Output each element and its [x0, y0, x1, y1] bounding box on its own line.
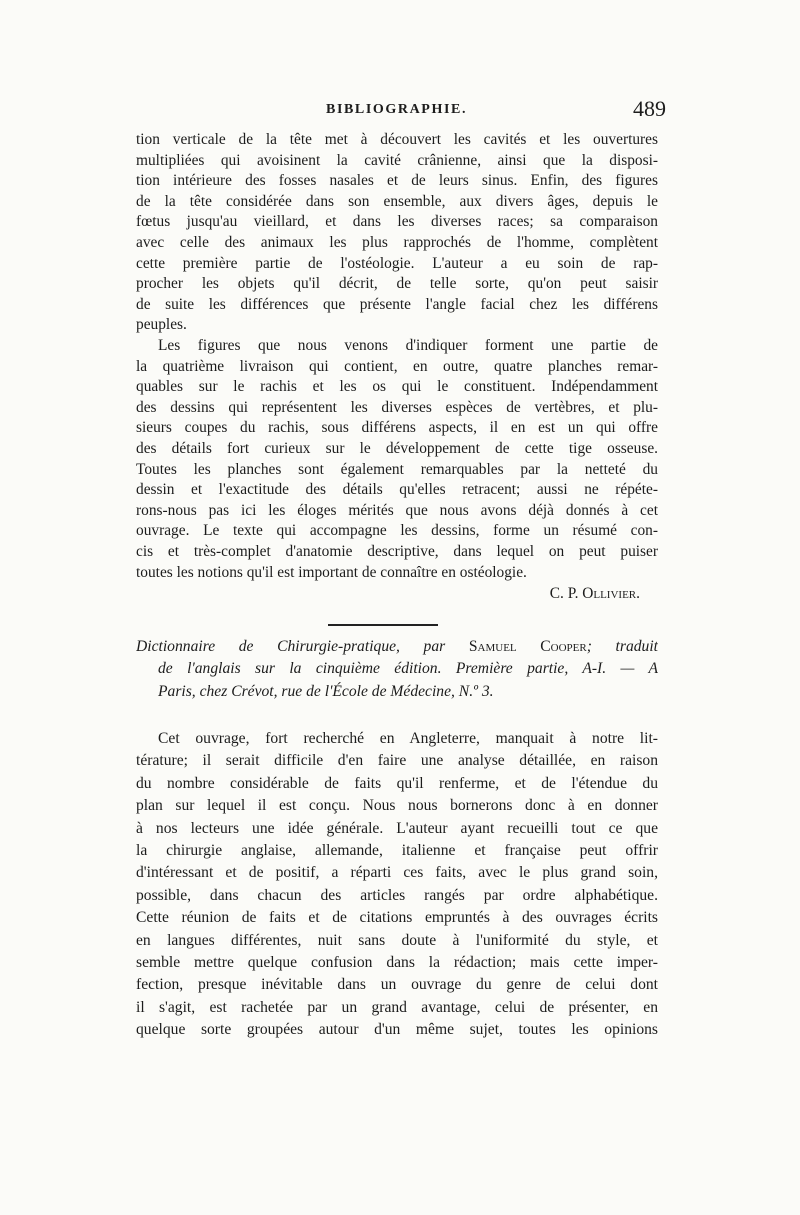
book-title-line: [136, 636, 658, 658]
text-line: fœtus jusqu'au vieillard, et dans les diverses races; sa comparaison: [136, 213, 658, 231]
text-line: avec celle des animaux les plus rapprochés de l'homme, complètent: [136, 233, 658, 251]
book-author: Samuel Cooper: [468, 638, 587, 655]
text-line: la quatrième livraison qui contient, en outre, quatre planches remar-: [136, 357, 658, 375]
text-line: quelque sorte groupées autour d'un même sujet, toutes les opinions: [136, 1021, 658, 1039]
text-line: rons-nous pas ici les éloges mérités que nous avons déjà donnés à cet: [136, 501, 658, 519]
text-line: quables sur le rachis et les os qui le constituent. Indépendamment: [136, 378, 658, 396]
text-line: semble mettre quelque confusion dans la rédaction; mais cette imper-: [136, 953, 658, 971]
section-divider: [328, 624, 438, 626]
text-line: plan sur lequel il est conçu. Nous nous bornerons donc à en donner: [136, 797, 658, 815]
text-line: de la tête considérée dans son ensemble, aux divers âges, depuis le: [136, 192, 658, 210]
first-paragraph: [136, 130, 658, 336]
text-line: possible, dans chacun des articles rangés par ordre alphabétique.: [136, 886, 658, 904]
text-line: Cette réunion de faits et de citations empruntés à des ouvrages écrits: [136, 909, 658, 927]
text-line: la chirurgie anglaise, allemande, italienne et française peut offrir: [136, 841, 658, 859]
second-paragraph: [136, 336, 658, 605]
text-line: multipliées qui avoisinent la cavité crânienne, ainsi que la disposi-: [136, 151, 658, 169]
text-line: d'intéressant et de positif, a réparti ces faits, avec le plus grand soin,: [136, 864, 658, 882]
running-head: BIBLIOGRAPHIE.: [326, 102, 468, 117]
text-line: Cet ouvrage, fort recherché en Angleterre, manquait à notre lit-: [158, 730, 658, 747]
text-line: tion intérieure des fosses nasales et de leurs sinus. Enfin, des figures: [136, 172, 658, 190]
book-title-suffix: ; traduit: [586, 638, 658, 655]
page-number: 489: [633, 96, 666, 121]
text-line: il s'agit, est rachetée par un grand avantage, celui de présenter, en: [136, 998, 658, 1016]
text-line: de suite les différences que présente l'angle facial chez les différens: [136, 295, 658, 313]
text-line: des détails fort curieux sur le développement de cette tige osseuse.: [136, 439, 658, 457]
text-line: dessin et l'exactitude des détails qu'elles retracent; aussi ne répéte-: [136, 481, 658, 499]
author-signature: C. P. Ollivier.: [549, 585, 640, 603]
text-line: Toutes les planches sont également remarquables par la netteté du: [136, 460, 658, 478]
book-title-block: [136, 636, 658, 703]
text-line: des dessins qui représentent les diverses espèces de vertèbres, et plu-: [136, 398, 658, 416]
text-line: térature; il serait difficile d'en faire une analyse détaillée, en raison: [136, 752, 658, 770]
review-paragraph: [136, 728, 658, 1041]
text-line: cette première partie de l'ostéologie. L'auteur a eu soin de rap-: [136, 254, 658, 272]
text-line: en langues différentes, nuit sans doute à l'uniformité du style, et: [136, 931, 658, 949]
text-line: peuples.: [136, 316, 187, 334]
text-line: tion verticale de la tête met à découvert les cavités et les ouvertures: [136, 131, 658, 148]
text-line: procher les objets qu'il décrit, de telle sorte, qu'on peut saisir: [136, 275, 658, 293]
page-header: [136, 96, 666, 126]
text-line: toutes les notions qu'il est important de connaître en ostéologie.: [136, 563, 527, 581]
text-line: ouvrage. Le texte qui accompagne les dessins, forme un résumé con-: [136, 522, 658, 540]
book-title: Dictionnaire de Chirurgie-pratique, par: [136, 638, 446, 655]
book-edition-line: de l'anglais sur la cinquième édition. Première partie, A-I. — A: [158, 660, 658, 678]
text-line: Les figures que nous venons d'indiquer forment une partie de: [158, 337, 658, 354]
text-line: fection, presque inévitable dans un ouvrage du genre de celui dont: [136, 976, 658, 994]
text-line: sieurs coupes du rachis, sous différens aspects, il en est un qui offre: [136, 419, 658, 437]
text-line: cis et très-complet d'anatomie descriptive, dans lequel on peut puiser: [136, 542, 658, 560]
text-line: à nos lecteurs une idée générale. L'auteur ayant recueilli tout ce que: [136, 819, 658, 837]
text-line: du nombre considérable de faits qu'il renferme, et de l'étendue du: [136, 774, 658, 792]
book-publisher-line: Paris, chez Crévot, rue de l'École de Médecine, N.º 3.: [158, 682, 494, 700]
